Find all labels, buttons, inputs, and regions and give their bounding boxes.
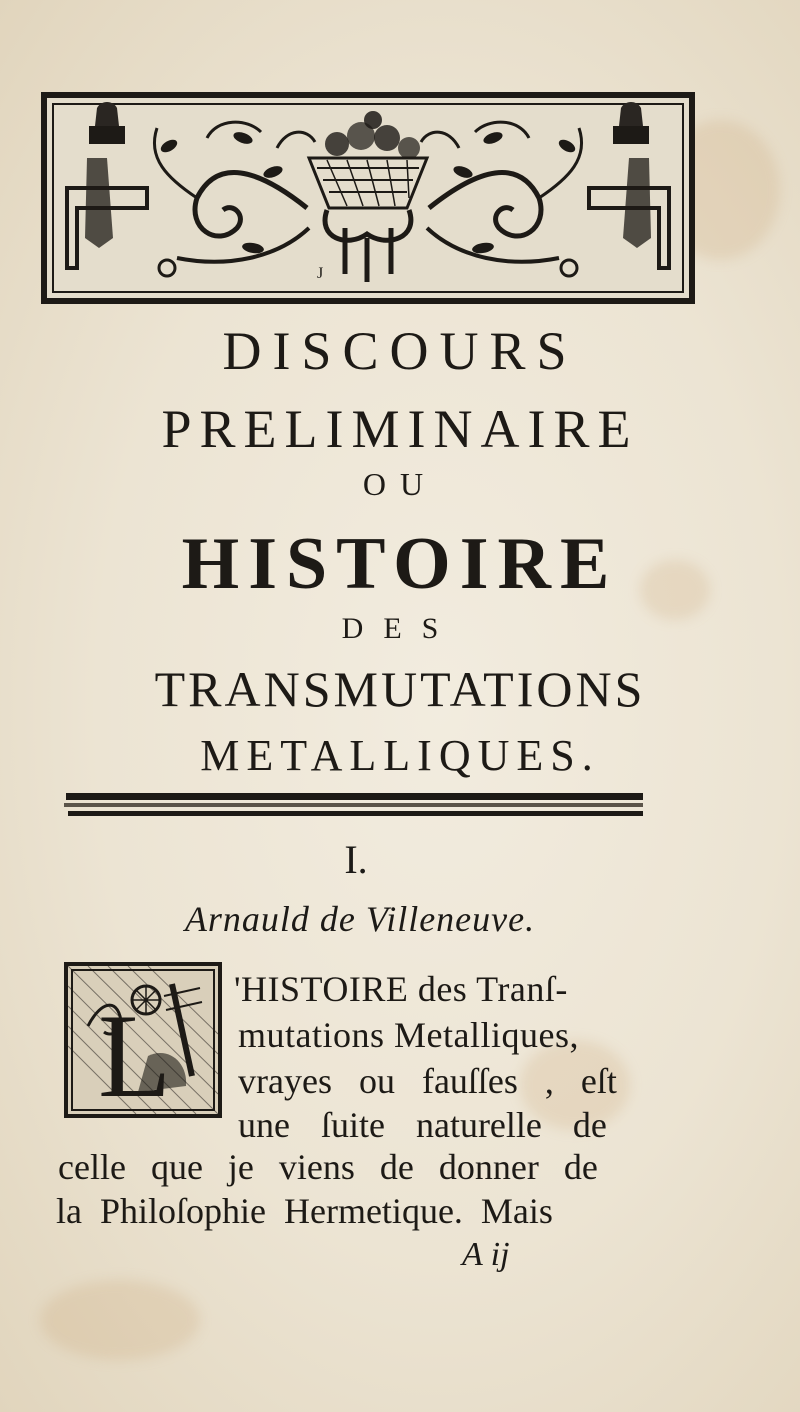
title-line-discours: DISCOURS: [222, 321, 578, 381]
title-line-des: DES: [341, 612, 459, 645]
body-line: vrayes ou fauſſes , eſt: [238, 1061, 617, 1101]
title-line-metalliques: METALLIQUES.: [200, 731, 600, 780]
body-line: une ſuite naturelle de: [238, 1105, 607, 1145]
ornament-illustration: [47, 98, 689, 298]
body-line: la Philoſophie Hermetique. Mais: [56, 1191, 553, 1231]
body-line: mutations Metalliques,: [238, 1015, 579, 1055]
body-line: 'HISTOIRE des Tranſ-: [234, 969, 568, 1009]
paper-stain: [40, 1280, 200, 1360]
drop-cap-letter: L: [98, 989, 172, 1114]
divider-rule: [68, 811, 643, 816]
title-line-histoire: HISTOIRE: [181, 523, 619, 605]
ornament-initial: J: [317, 265, 324, 282]
title-line-transmutations: TRANSMUTATIONS: [154, 661, 646, 717]
title-line-ou: OU: [362, 466, 438, 502]
signature-mark: A ij: [462, 1236, 510, 1273]
divider-rule: [64, 803, 643, 807]
section-numeral: I.: [344, 837, 368, 882]
section-heading: Arnauld de Villeneuve.: [184, 899, 536, 939]
drop-cap-woodcut: [64, 962, 222, 1118]
drop-cap-illustration: [68, 966, 218, 1114]
body-line: celle que je viens de donner de: [58, 1147, 598, 1187]
headpiece-ornament: [41, 92, 695, 304]
divider-rule: [66, 793, 643, 800]
title-line-preliminaire: PRELIMINAIRE: [161, 399, 639, 459]
